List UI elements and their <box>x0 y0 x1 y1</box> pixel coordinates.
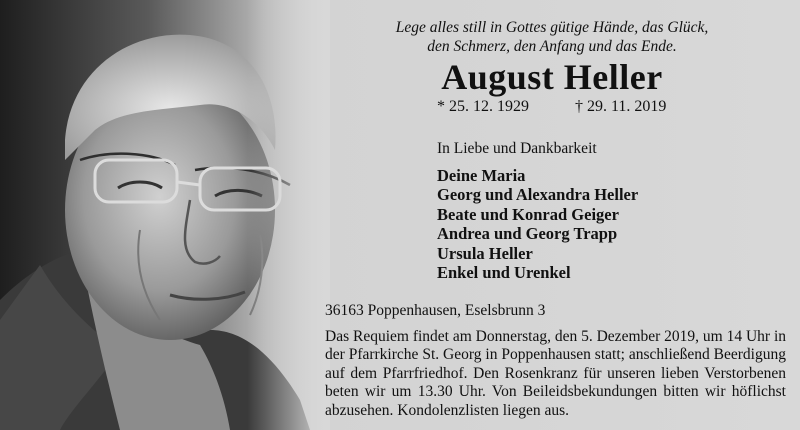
mourner-name: Georg und Alexandra Heller <box>437 185 639 205</box>
mourners-list <box>437 166 638 282</box>
verse <box>318 18 786 56</box>
verse-line: den Schmerz, den Anfang und das Ende. <box>427 38 677 55</box>
funeral-notice <box>325 328 786 420</box>
mourner-name: Andrea und Georg Trapp <box>437 224 618 244</box>
notice-line: abzusehen. Kondolenzlisten liegen aus. <box>325 401 570 419</box>
mourner-name: Deine Maria <box>437 166 526 185</box>
dedication-line: In Liebe und Dankbarkeit <box>437 140 597 157</box>
mourner-name: Beate und Konrad Geiger <box>437 204 619 224</box>
birth-date: * 25. 12. 1929 <box>437 98 529 115</box>
notice-line: beten wir um 13.30 Uhr. Von Beileidsbekundungen bitten wir höflichst <box>325 383 786 401</box>
portrait-photo <box>0 0 330 430</box>
notice-line: auf dem Pfarrfriedhof. Den Rosenkranz für unseren lieben Verstorbenen <box>325 364 786 382</box>
deceased-name: August Heller <box>441 57 663 97</box>
mourner-name: Enkel und Urenkel <box>437 263 571 283</box>
notice-line: der Pfarrkirche St. Georg in Poppenhausen statt; anschließend Beerdigung <box>325 346 786 364</box>
notice-line: Das Requiem findet am Donnerstag, den 5. Dezember 2019, um 14 Uhr in <box>325 328 787 345</box>
verse-line: Lege alles still in Gottes gütige Hände, das Glück, <box>395 19 709 36</box>
family-address: 36163 Poppenhausen, Eselsbrunn 3 <box>325 302 546 319</box>
death-date: † 29. 11. 2019 <box>575 98 667 115</box>
mourner-name: Ursula Heller <box>437 243 533 263</box>
